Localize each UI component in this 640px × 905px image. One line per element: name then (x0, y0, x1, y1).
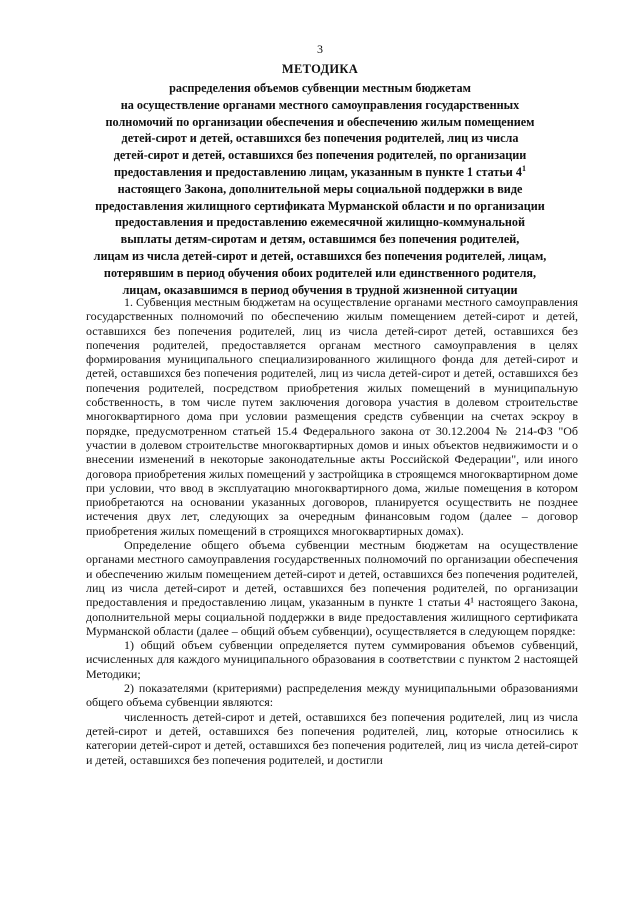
heading-line: настоящего Закона, дополнительной меры социальной поддержки в виде (117, 181, 523, 196)
heading-line: детей-сирот и детей, оставшихся без попечения родителей, по организации (113, 148, 527, 163)
heading-line-with-sup (92, 164, 548, 181)
document-title: МЕТОДИКА (281, 62, 359, 76)
page-number: 3 (317, 42, 323, 56)
heading-line: предоставления жилищного сертификата Мурманской области и по организации (95, 198, 545, 213)
heading-line: полномочий по организации обеспечения и обеспечению жилым помещением (105, 114, 535, 129)
heading-line: на осуществление органами местного самоуправления государственных (120, 97, 520, 112)
heading-line: лицам, оказавшимся в период обучения в трудной жизненной ситуации (122, 282, 518, 297)
heading-line: распределения объемов субвенции местным бюджетам (169, 81, 471, 95)
paragraph-4: 2) показателями (критериями) распределения между муниципальными образованиями общего объема субвенции являются: (86, 681, 578, 710)
paragraph-1: 1. Субвенция местным бюджетам на осуществление органами местного самоуправления государственных полномочий по обеспечению жилым помещением детей-сирот и детей, оставшихся без попечения родителей, лиц из числа детей-сирот детей, оставшихся без попечения родителей, предоставляется органам местного самоуправления в целях формирования муниципального специализированного жилищного фонда для детей-сирот и детей, оставшихся без попечения родителей, лиц из числа детей-сирот и детей, оставшихся без попечения родителей, посредством приобретения жилых помещений в муниципальную собственность, в том числе путем заключения договора участия в долевом строительстве многоквартирного дома при условии размещения средств субвенции на счетах эскроу в порядке, предусмотренном статьей 15.4 Федерального закона от 30.12.2004 № 214-ФЗ "Об участии в долевом строительстве многоквартирных домов и иных объектов недвижимости и о внесении изменений в некоторые законодательные акты Российской Федерации", или иного договора приобретения жилых помещений у застройщика в строящемся многоквартирном доме при условии, что ввод в эксплуатацию многоквартирного дома, жилые помещения в котором приобретаются на основании указанных договоров, планируется осуществить не позднее истечения двух лет, следующих за очередным финансовым годом (далее – договор приобретения жилых помещений в строящихся многоквартирных домах). (86, 295, 578, 538)
heading-line: выплаты детям-сиротам и детям, оставшимся без попечения родителей, (120, 232, 520, 247)
document-heading (92, 80, 548, 298)
heading-superscript: 1 (521, 163, 526, 173)
heading-line: детей-сирот и детей, оставшихся без попечения родителей, лиц из числа (121, 131, 519, 146)
paragraph-3: 1) общий объем субвенции определяется путем суммирования объемов субвенций, исчисленных для каждого муниципального образования в соответствии с пунктом 2 настоящей Методики; (86, 638, 578, 681)
heading-line: лицам из числа детей-сирот и детей, оставшихся без попечения родителей, лицам, (93, 248, 547, 263)
heading-line: потерявшим в период обучения обоих родителей или единственного родителя, (103, 265, 537, 280)
document-body (86, 295, 578, 767)
heading-line: предоставления и предоставлению ежемесячной жилищно-коммунальной (114, 215, 526, 230)
paragraph-2: Определение общего объема субвенции местным бюджетам на осуществление органами местного самоуправления государственных полномочий по организации обеспечения и обеспечению жилым помещением детей-сирот и детей, оставшихся без попечения родителей, лиц из числа детей-сирот и детей, оставшихся без попечения родителей, по организации предоставления и предоставлению лицам, указанным в пункте 1 статьи 4¹ настоящего Закона, дополнительной меры социальной поддержки в виде предоставления жилищного сертификата Мурманской области (далее – общий объем субвенции), осуществляется в следующем порядке: (86, 538, 578, 638)
heading-line: предоставления и предоставлению лицам, указанным в пункте 1 статьи 4 (114, 164, 522, 179)
paragraph-5: численность детей-сирот и детей, оставшихся без попечения родителей, лиц из числа детей-сирот и детей, оставшихся без попечения родителей, лиц, которые относились к категории детей-сирот и детей, оставшихся без попечения родителей, лиц из числа детей-сирот и детей, оставшихся без попечения родителей, и достигли (86, 709, 578, 767)
